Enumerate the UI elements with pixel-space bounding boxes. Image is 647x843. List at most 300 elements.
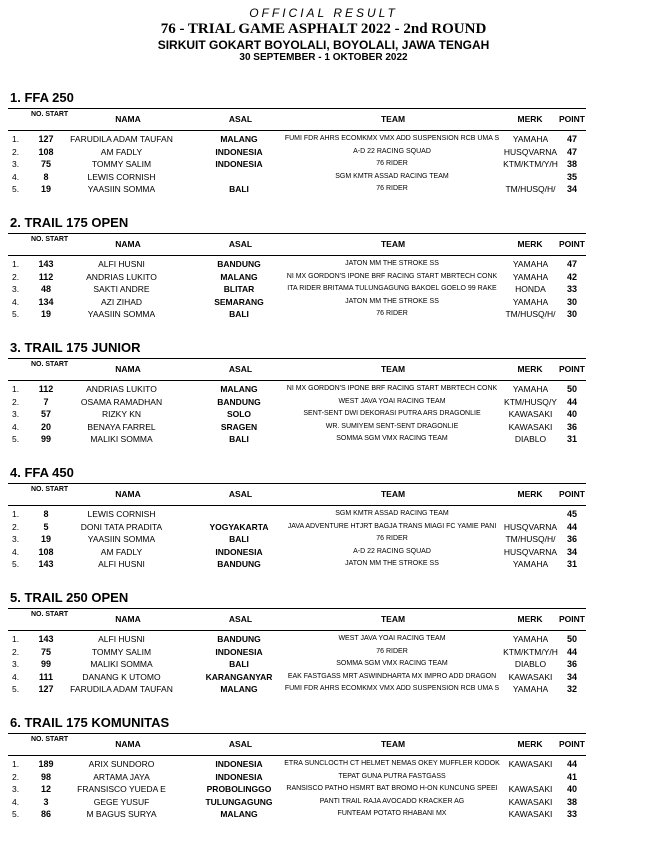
cell-nama: LEWIS CORNISH xyxy=(87,171,156,182)
cell-merk: YAMAHA xyxy=(512,259,549,269)
cell-position: 2. xyxy=(12,521,20,532)
section-title: 6. TRAIL 175 KOMUNITAS xyxy=(10,715,170,730)
header-merk: MERK xyxy=(517,364,543,374)
cell-point: 35 xyxy=(566,171,577,182)
table-body xyxy=(0,631,647,696)
cell-no-start: 19 xyxy=(40,309,51,320)
cell-position: 2. xyxy=(12,646,20,657)
cell-nama: LEWIS CORNISH xyxy=(87,509,156,519)
cell-no-start: 12 xyxy=(40,784,51,795)
cell-position: 1. xyxy=(12,634,20,644)
cell-team: EAK FASTGASS MRT ASWINDHARTA MX IMPRO ADD DRAGON xyxy=(287,672,497,680)
cell-team: RANSISCO PATHO HSMRT BAT BROMO H-ON KUNCUNG SPEEI xyxy=(286,785,498,793)
header-merk: MERK xyxy=(517,739,543,749)
cell-point: 42 xyxy=(566,271,577,282)
table-body xyxy=(0,506,647,571)
header-merk: MERK xyxy=(517,489,543,499)
cell-no-start: 5 xyxy=(43,521,49,532)
cell-no-start: 48 xyxy=(40,284,51,295)
header-team: TEAM xyxy=(380,364,406,374)
cell-position: 2. xyxy=(12,146,20,157)
header-nama: NAMA xyxy=(115,614,141,624)
cell-nama: TOMMY SALIM xyxy=(91,646,152,657)
cell-position: 2. xyxy=(12,271,20,282)
cell-team: ETRA SUNCLOCTH CT HELMET NEMAS OKEY MUFFLER KODOK xyxy=(284,760,500,767)
cell-nama: ANDRIAS LUKITO xyxy=(86,271,157,282)
cell-point: 30 xyxy=(566,309,577,320)
cell-merk: KTM/HUSQ/Y xyxy=(504,396,557,407)
section-title: 5. TRAIL 250 OPEN xyxy=(10,590,129,605)
cell-point: 47 xyxy=(566,146,577,157)
cell-position: 4. xyxy=(12,671,20,682)
cell-point: 38 xyxy=(566,159,577,170)
cell-merk: YAMAHA xyxy=(512,559,549,570)
cell-point: 44 xyxy=(566,521,577,532)
cell-nama: MALIKI SOMMA xyxy=(90,659,153,670)
cell-team: A-D 22 RACING SQUAD xyxy=(353,147,431,155)
header-point: POINT xyxy=(559,114,585,124)
table-row xyxy=(0,408,600,421)
table-row xyxy=(0,171,600,184)
cell-position: 3. xyxy=(12,784,20,795)
cell-nama: ARTAMA JAYA xyxy=(93,771,150,782)
table-row xyxy=(0,183,600,196)
cell-asal: INDONESIA xyxy=(215,759,263,769)
header-asal: ASAL xyxy=(228,614,253,624)
cell-nama: ALFI HUSNI xyxy=(98,559,145,570)
cell-point: 38 xyxy=(566,796,577,807)
table-header xyxy=(8,608,586,631)
document-header xyxy=(0,0,647,64)
table-header xyxy=(8,233,586,256)
cell-position: 5. xyxy=(12,684,20,695)
cell-team: 76 RIDER xyxy=(376,160,408,168)
header-nama: NAMA xyxy=(115,739,141,749)
cell-team: 76 RIDER xyxy=(376,647,408,655)
cell-no-start: 108 xyxy=(38,546,54,557)
cell-asal: BALI xyxy=(229,659,249,670)
cell-point: 34 xyxy=(566,546,577,557)
cell-point: 36 xyxy=(566,659,577,670)
header-team: TEAM xyxy=(380,739,406,749)
cell-merk: KAWASAKI xyxy=(508,671,553,682)
table-row xyxy=(0,296,600,309)
cell-asal: BALI xyxy=(229,534,249,545)
table-row xyxy=(0,658,600,671)
cell-no-start: 112 xyxy=(38,271,54,282)
header-team: TEAM xyxy=(380,614,406,624)
table-header xyxy=(8,733,586,756)
cell-asal: INDONESIA xyxy=(215,646,263,657)
cell-team: JATON MM THE STROKE SS xyxy=(345,560,439,568)
cell-nama: DONI TATA PRADITA xyxy=(80,521,163,532)
cell-asal: MALANG xyxy=(220,684,258,695)
cell-point: 45 xyxy=(566,509,577,519)
cell-merk: KAWASAKI xyxy=(508,409,553,420)
table-body xyxy=(0,256,647,321)
table-body xyxy=(0,131,647,196)
cell-nama: FARUDILA ADAM TAUFAN xyxy=(70,134,173,144)
cell-point: 47 xyxy=(566,259,577,269)
cell-no-start: 75 xyxy=(40,159,51,170)
cell-nama: YAASIIN SOMMA xyxy=(87,534,156,545)
cell-no-start: 143 xyxy=(38,634,54,644)
header-asal: ASAL xyxy=(228,489,253,499)
header-point: POINT xyxy=(559,739,585,749)
cell-no-start: 19 xyxy=(40,534,51,545)
cell-position: 2. xyxy=(12,396,20,407)
header-asal: ASAL xyxy=(228,364,253,374)
cell-team: 76 RIDER xyxy=(376,535,408,543)
cell-nama: BENAYA FARREL xyxy=(87,421,156,432)
table-row xyxy=(0,671,600,684)
cell-nama: ARIX SUNDORO xyxy=(88,759,155,769)
table-row xyxy=(0,796,600,809)
table-row xyxy=(0,771,600,784)
cell-merk: YAMAHA xyxy=(512,634,549,644)
section-title: 1. FFA 250 xyxy=(10,90,74,105)
cell-point: 50 xyxy=(566,634,577,644)
cell-nama: AZI ZIHAD xyxy=(100,296,143,307)
cell-no-start: 98 xyxy=(40,771,51,782)
table-header xyxy=(8,108,586,131)
cell-asal: BALI xyxy=(229,309,249,320)
cell-no-start: 99 xyxy=(40,659,51,670)
cell-point: 47 xyxy=(566,134,577,144)
header-team: TEAM xyxy=(380,239,406,249)
cell-team: A-D 22 RACING SQUAD xyxy=(353,547,431,555)
cell-asal: SRAGEN xyxy=(220,421,258,432)
cell-point: 44 xyxy=(566,646,577,657)
header-no-start: NO. START xyxy=(31,611,69,618)
cell-team: 76 RIDER xyxy=(376,310,408,318)
cell-no-start: 127 xyxy=(38,684,54,695)
cell-team: FUNTEAM POTATO RHABANI MX xyxy=(337,810,447,818)
result-section xyxy=(0,465,647,571)
cell-no-start: 127 xyxy=(38,134,54,144)
cell-asal: PROBOLINGGO xyxy=(206,784,272,795)
event-venue: SIRKUIT GOKART BOYOLALI, BOYOLALI, JAWA TENGAH xyxy=(157,38,490,52)
cell-team: FUMI FDR AHRS ECOMKMX VMX ADD SUSPENSION RCB UMA S xyxy=(284,685,500,693)
cell-nama: TOMMY SALIM xyxy=(91,159,152,170)
cell-nama: MALIKI SOMMA xyxy=(90,434,153,445)
header-asal: ASAL xyxy=(228,114,253,124)
cell-no-start: 143 xyxy=(38,559,54,570)
cell-position: 3. xyxy=(12,409,20,420)
cell-position: 4. xyxy=(12,796,20,807)
cell-position: 4. xyxy=(12,421,20,432)
header-no-start: NO. START xyxy=(31,361,69,368)
cell-position: 1. xyxy=(12,384,20,394)
cell-point: 33 xyxy=(566,809,577,820)
cell-merk: KAWASAKI xyxy=(508,809,553,820)
table-row xyxy=(0,283,600,296)
cell-team: SOMMA SGM VMX RACING TEAM xyxy=(336,435,448,443)
cell-merk: DIABLO xyxy=(514,434,547,445)
cell-position: 3. xyxy=(12,159,20,170)
cell-position: 5. xyxy=(12,559,20,570)
cell-team: WR. SUMIYEM SENT-SENT DRAGONLIE xyxy=(325,422,459,430)
cell-nama: GEGE YUSUF xyxy=(93,796,150,807)
cell-team: TEPAT GUNA PUTRA FASTGASS xyxy=(338,772,446,780)
cell-point: 33 xyxy=(566,284,577,295)
cell-merk: YAMAHA xyxy=(512,271,549,282)
cell-no-start: 75 xyxy=(40,646,51,657)
result-section xyxy=(0,715,647,821)
cell-team: JATON MM THE STROKE SS xyxy=(345,297,439,305)
cell-position: 1. xyxy=(12,759,20,769)
cell-no-start: 19 xyxy=(40,184,51,195)
cell-point: 40 xyxy=(566,784,577,795)
table-row xyxy=(0,533,600,546)
table-row xyxy=(0,146,600,159)
cell-no-start: 20 xyxy=(40,421,51,432)
cell-position: 1. xyxy=(12,134,20,144)
cell-asal: MALANG xyxy=(220,384,258,394)
cell-position: 3. xyxy=(12,284,20,295)
table-row xyxy=(0,546,600,559)
cell-asal: MALANG xyxy=(220,809,258,820)
cell-position: 4. xyxy=(12,546,20,557)
cell-merk: YAMAHA xyxy=(512,684,549,695)
cell-position: 5. xyxy=(12,809,20,820)
header-no-start: NO. START xyxy=(31,736,69,743)
cell-asal: BALI xyxy=(229,434,249,445)
table-row xyxy=(0,258,600,271)
cell-point: 40 xyxy=(566,409,577,420)
cell-merk: TM/HUSQ/H/ xyxy=(505,309,556,320)
cell-merk: HUSQVARNA xyxy=(503,521,558,532)
cell-no-start: 86 xyxy=(40,809,51,820)
cell-team: SGM KMTR ASSAD RACING TEAM xyxy=(335,172,449,180)
header-team: TEAM xyxy=(380,114,406,124)
cell-merk: KAWASAKI xyxy=(508,759,553,769)
cell-asal: YOGYAKARTA xyxy=(209,521,269,532)
header-team: TEAM xyxy=(380,489,406,499)
header-merk: MERK xyxy=(517,614,543,624)
header-point: POINT xyxy=(559,364,585,374)
cell-nama: AM FADLY xyxy=(100,146,143,157)
cell-merk: KAWASAKI xyxy=(508,784,553,795)
cell-nama: M BAGUS SURYA xyxy=(86,809,157,820)
cell-asal: BANDUNG xyxy=(217,634,261,644)
table-row xyxy=(0,158,600,171)
cell-point: 31 xyxy=(566,434,577,445)
table-row xyxy=(0,521,600,534)
cell-position: 5. xyxy=(12,184,20,195)
table-row xyxy=(0,683,600,696)
table-header xyxy=(8,483,586,506)
cell-team: NI MX GORDON'S IPONE BRF RACING START MBRTECH CONK xyxy=(286,272,498,280)
event-dates: 30 SEPTEMBER - 1 OKTOBER 2022 xyxy=(239,52,408,63)
cell-nama: AM FADLY xyxy=(100,546,143,557)
cell-position: 5. xyxy=(12,434,20,445)
header-nama: NAMA xyxy=(115,114,141,124)
cell-merk: HUSQVARNA xyxy=(503,546,558,557)
cell-point: 36 xyxy=(566,534,577,545)
cell-nama: YAASIIN SOMMA xyxy=(87,184,156,195)
cell-point: 50 xyxy=(566,384,577,394)
cell-team: SENT-SENT DWI DEKORASI PUTRA ARS DRAGONLIE xyxy=(303,410,481,418)
header-point: POINT xyxy=(559,239,585,249)
cell-team: JAVA ADVENTURE HTJRT BAGJA TRANS MIAGI FC YAMIE PANI xyxy=(287,522,497,530)
table-row xyxy=(0,271,600,284)
cell-merk: KTM/KTM/Y/H xyxy=(503,159,558,170)
cell-nama: SAKTI ANDRE xyxy=(93,284,150,295)
cell-team: NI MX GORDON'S IPONE BRF RACING START MBRTECH CONK xyxy=(286,385,498,392)
table-row xyxy=(0,396,600,409)
cell-no-start: 8 xyxy=(43,171,49,182)
cell-team: SGM KMTR ASSAD RACING TEAM xyxy=(335,510,449,517)
header-nama: NAMA xyxy=(115,239,141,249)
cell-asal: INDONESIA xyxy=(215,159,263,170)
cell-team: WEST JAVA YOAI RACING TEAM xyxy=(338,635,446,642)
cell-asal: INDONESIA xyxy=(215,771,263,782)
cell-merk: TM/HUSQ/H/ xyxy=(505,184,556,195)
cell-nama: DANANG K UTOMO xyxy=(82,671,161,682)
cell-asal: MALANG xyxy=(220,271,258,282)
header-asal: ASAL xyxy=(228,239,253,249)
table-row xyxy=(0,421,600,434)
table-row xyxy=(0,808,600,821)
table-row xyxy=(0,783,600,796)
cell-point: 34 xyxy=(566,184,577,195)
cell-no-start: 57 xyxy=(40,409,51,420)
cell-point: 36 xyxy=(566,421,577,432)
cell-position: 1. xyxy=(12,259,20,269)
cell-team: WEST JAVA YOAI RACING TEAM xyxy=(338,397,446,405)
table-row xyxy=(0,646,600,659)
cell-position: 3. xyxy=(12,534,20,545)
cell-position: 3. xyxy=(12,659,20,670)
table-row xyxy=(0,633,600,646)
cell-asal: INDONESIA xyxy=(215,546,263,557)
cell-merk: KAWASAKI xyxy=(508,796,553,807)
cell-position: 4. xyxy=(12,171,20,182)
header-asal: ASAL xyxy=(228,739,253,749)
cell-point: 34 xyxy=(566,671,577,682)
table-header xyxy=(8,358,586,381)
result-section xyxy=(0,90,647,196)
cell-nama: ALFI HUSNI xyxy=(98,634,145,644)
cell-asal: INDONESIA xyxy=(215,146,263,157)
cell-nama: FARUDILA ADAM TAUFAN xyxy=(70,684,173,695)
cell-position: 2. xyxy=(12,771,20,782)
header-no-start: NO. START xyxy=(31,111,69,118)
section-title: 3. TRAIL 175 JUNIOR xyxy=(10,340,141,355)
cell-nama: RIZKY KN xyxy=(101,409,142,420)
cell-merk: KTM/KTM/Y/H xyxy=(503,646,558,657)
table-body xyxy=(0,756,647,821)
header-merk: MERK xyxy=(517,114,543,124)
cell-position: 1. xyxy=(12,509,20,519)
table-row xyxy=(0,383,600,396)
table-row xyxy=(0,433,600,446)
cell-asal: SOLO xyxy=(226,409,252,420)
header-merk: MERK xyxy=(517,239,543,249)
cell-no-start: 134 xyxy=(38,296,54,307)
table-row xyxy=(0,558,600,571)
cell-no-start: 143 xyxy=(38,259,54,269)
cell-nama: YAASIIN SOMMA xyxy=(87,309,156,320)
cell-no-start: 189 xyxy=(38,759,54,769)
cell-position: 5. xyxy=(12,309,20,320)
cell-merk: YAMAHA xyxy=(512,296,549,307)
cell-asal: BANDUNG xyxy=(217,559,261,570)
event-title: 76 - TRIAL GAME ASPHALT 2022 - 2nd ROUND xyxy=(160,21,487,37)
cell-asal: KARANGANYAR xyxy=(205,671,273,682)
header-nama: NAMA xyxy=(115,364,141,374)
cell-no-start: 3 xyxy=(43,796,49,807)
cell-team: PANTI TRAIL RAJA AVOCADO KRACKER AG xyxy=(319,797,465,805)
header-point: POINT xyxy=(559,614,585,624)
cell-merk: HUSQVARNA xyxy=(503,146,558,157)
result-section xyxy=(0,590,647,696)
cell-team: ITA RIDER BRITAMA TULUNGAGUNG BAKOEL GOELO 99 RAKE xyxy=(287,285,497,293)
cell-asal: SEMARANG xyxy=(214,296,264,307)
cell-asal: TULUNGAGUNG xyxy=(205,796,273,807)
result-section xyxy=(0,340,647,446)
cell-no-start: 112 xyxy=(38,384,54,394)
header-nama: NAMA xyxy=(115,489,141,499)
table-row xyxy=(0,508,600,521)
cell-point: 31 xyxy=(566,559,577,570)
cell-no-start: 99 xyxy=(40,434,51,445)
cell-no-start: 108 xyxy=(38,146,54,157)
cell-point: 32 xyxy=(566,684,577,695)
cell-team: FUMI FDR AHRS ECOMKMX VMX ADD SUSPENSION RCB UMA S xyxy=(284,135,500,142)
result-section xyxy=(0,215,647,321)
cell-point: 44 xyxy=(566,396,577,407)
cell-asal: MALANG xyxy=(220,134,258,144)
cell-position: 4. xyxy=(12,296,20,307)
cell-nama: ANDRIAS LUKITO xyxy=(86,384,157,394)
cell-no-start: 8 xyxy=(43,509,49,519)
cell-point: 30 xyxy=(566,296,577,307)
cell-merk: YAMAHA xyxy=(512,384,549,394)
cell-merk: HONDA xyxy=(515,284,546,295)
cell-asal: BANDUNG xyxy=(217,259,261,269)
cell-no-start: 111 xyxy=(38,671,54,682)
section-title: 2. TRAIL 175 OPEN xyxy=(10,215,129,230)
cell-nama: OSAMA RAMADHAN xyxy=(80,396,163,407)
cell-team: 76 RIDER xyxy=(376,185,408,193)
cell-point: 44 xyxy=(566,759,577,769)
table-row xyxy=(0,308,600,321)
cell-point: 41 xyxy=(566,771,577,782)
cell-asal: BLITAR xyxy=(223,284,255,295)
cell-team: JATON MM THE STROKE SS xyxy=(345,260,439,267)
cell-no-start: 7 xyxy=(43,396,49,407)
cell-merk: YAMAHA xyxy=(512,134,549,144)
table-body xyxy=(0,381,647,446)
cell-merk: TM/HUSQ/H/ xyxy=(505,534,556,545)
official-result-label: OFFICIAL RESULT xyxy=(249,6,398,20)
cell-nama: FRANSISCO YUEDA E xyxy=(77,784,166,795)
header-no-start: NO. START xyxy=(31,486,69,493)
cell-asal: BANDUNG xyxy=(217,396,261,407)
section-title: 4. FFA 450 xyxy=(10,465,74,480)
table-row xyxy=(0,758,600,771)
cell-asal: BALI xyxy=(229,184,249,195)
header-no-start: NO. START xyxy=(31,236,69,243)
cell-merk: DIABLO xyxy=(514,659,547,670)
header-point: POINT xyxy=(559,489,585,499)
cell-nama: ALFI HUSNI xyxy=(98,259,145,269)
table-row xyxy=(0,133,600,146)
cell-merk: KAWASAKI xyxy=(508,421,553,432)
cell-team: SOMMA SGM VMX RACING TEAM xyxy=(336,660,448,668)
